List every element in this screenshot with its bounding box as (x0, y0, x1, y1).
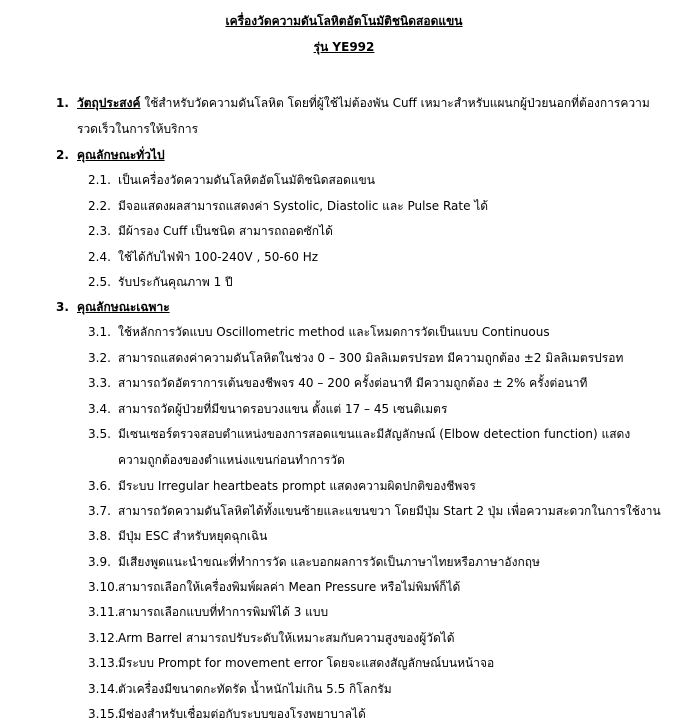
item-text: สามารถวัดผู้ป่วยที่มีขนาดรอบวงแขน ตั้งแต่ 17 – 45 เซนติเมตร (118, 402, 448, 416)
section-1-continuation: รวดเร็วในการให้บริการ (77, 122, 199, 136)
item-text: สามารถเลือกให้เครื่องพิมพ์ผลค่า Mean Pressure หรือไม่พิมพ์ก็ได้ (118, 580, 461, 594)
item-text: เป็นเครื่องวัดความดันโลหิตอัตโนมัติชนิดสอดแขน (118, 173, 375, 187)
item-text: มีผ้ารอง Cuff เป็นชนิด สามารถถอดซักได้ (118, 224, 333, 238)
item-text: สามารถวัดความดันโลหิตได้ทั้งแขนซ้ายและแขนขวา โดยมีปุ่ม Start 2 ปุ่ม เพื่อความสะดวกในการใช้งาน (118, 504, 661, 518)
section-number: 3. (56, 300, 69, 314)
section-heading: วัตถุประสงค์ (77, 96, 141, 110)
item-number: 3.6. (88, 479, 111, 493)
item-text: มีเซนเซอร์ตรวจสอบตำแหน่งของการสอดแขนและมีสัญลักษณ์ (Elbow detection function) แสดง (118, 427, 631, 441)
item-number: 3.8. (88, 529, 111, 543)
item-number: 2.1. (88, 173, 111, 187)
item-number: 3.12. (88, 631, 119, 645)
item-number: 3.5. (88, 427, 111, 441)
item-continuation: ความถูกต้องของตำแหน่งแขนก่อนทำการวัด (118, 453, 345, 467)
item-text: มีเสียงพูดแนะนำขณะที่ทำการวัด และบอกผลการวัดเป็นภาษาไทยหรือภาษาอังกฤษ (118, 555, 540, 569)
item-text: สามารถเลือกแบบที่ทำการพิมพ์ได้ 3 แบบ (118, 605, 329, 619)
item-number: 3.1. (88, 325, 111, 339)
item-number: 3.10. (88, 580, 119, 594)
section-text: ใช้สำหรับวัดความดันโลหิต โดยที่ผู้ใช้ไม่ต้องพัน Cuff เหมาะสำหรับแผนกผู้ป่วยนอกที่ต้องการความ (140, 96, 650, 110)
item-number: 3.7. (88, 504, 111, 518)
item-number: 3.14. (88, 682, 119, 696)
item-text: สามารถวัดอัตราการเต้นของชีพจร 40 – 200 ครั้งต่อนาที มีความถูกต้อง ± 2% ครั้งต่อนาที (118, 376, 588, 390)
model-subtitle: รุ่น YE992 (313, 40, 375, 54)
item-text: มีจอแสดงผลสามารถแสดงค่า Systolic, Diastolic และ Pulse Rate ได้ (118, 199, 489, 213)
item-text: มีช่องสำหรับเชื่อมต่อกับระบบของโรงพยาบาลได้ (118, 707, 366, 721)
item-number: 2.4. (88, 250, 111, 264)
item-number: 3.4. (88, 402, 111, 416)
item-number: 3.2. (88, 351, 111, 365)
item-text: มีระบบ Prompt for movement error โดยจะแสดงสัญลักษณ์บนหน้าจอ (118, 656, 495, 670)
item-number: 2.3. (88, 224, 111, 238)
section-number: 1. (56, 96, 69, 110)
item-text: มีระบบ Irregular heartbeats prompt แสดงความผิดปกติของชีพจร (118, 479, 476, 493)
document-title: เครื่องวัดความดันโลหิตอัตโนมัติชนิดสอดแขน (225, 14, 463, 28)
item-number: 3.9. (88, 555, 111, 569)
item-text: สามารถแสดงค่าความดันโลหิตในช่วง 0 – 300 มิลลิเมตรปรอท มีความถูกต้อง ±2 มิลลิเมตรปรอท (118, 351, 624, 365)
item-number: 2.2. (88, 199, 111, 213)
section-heading: คุณลักษณะทั่วไป (77, 148, 165, 162)
item-text: ใช้หลักการวัดแบบ Oscillometric method และโหมดการวัดเป็นแบบ Continuous (118, 325, 550, 339)
item-text: ใช้ได้กับไฟฟ้า 100-240V , 50-60 Hz (118, 250, 319, 264)
section-heading: คุณลักษณะเฉพาะ (77, 300, 170, 314)
item-text: ตัวเครื่องมีขนาดกะทัดรัด น้ำหนักไม่เกิน 5.5 กิโลกรัม (118, 682, 392, 696)
item-number: 3.11. (88, 605, 119, 619)
item-text: มีปุ่ม ESC สำหรับหยุดฉุกเฉิน (118, 529, 268, 543)
item-number: 3.13. (88, 656, 119, 670)
section-number: 2. (56, 148, 69, 162)
item-text: Arm Barrel สามารถปรับระดับให้เหมาะสมกับความสูงของผู้วัดได้ (118, 631, 455, 645)
item-number: 3.3. (88, 376, 111, 390)
item-number: 2.5. (88, 275, 111, 289)
item-text: รับประกันคุณภาพ 1 ปี (118, 275, 233, 289)
item-number: 3.15. (88, 707, 119, 721)
